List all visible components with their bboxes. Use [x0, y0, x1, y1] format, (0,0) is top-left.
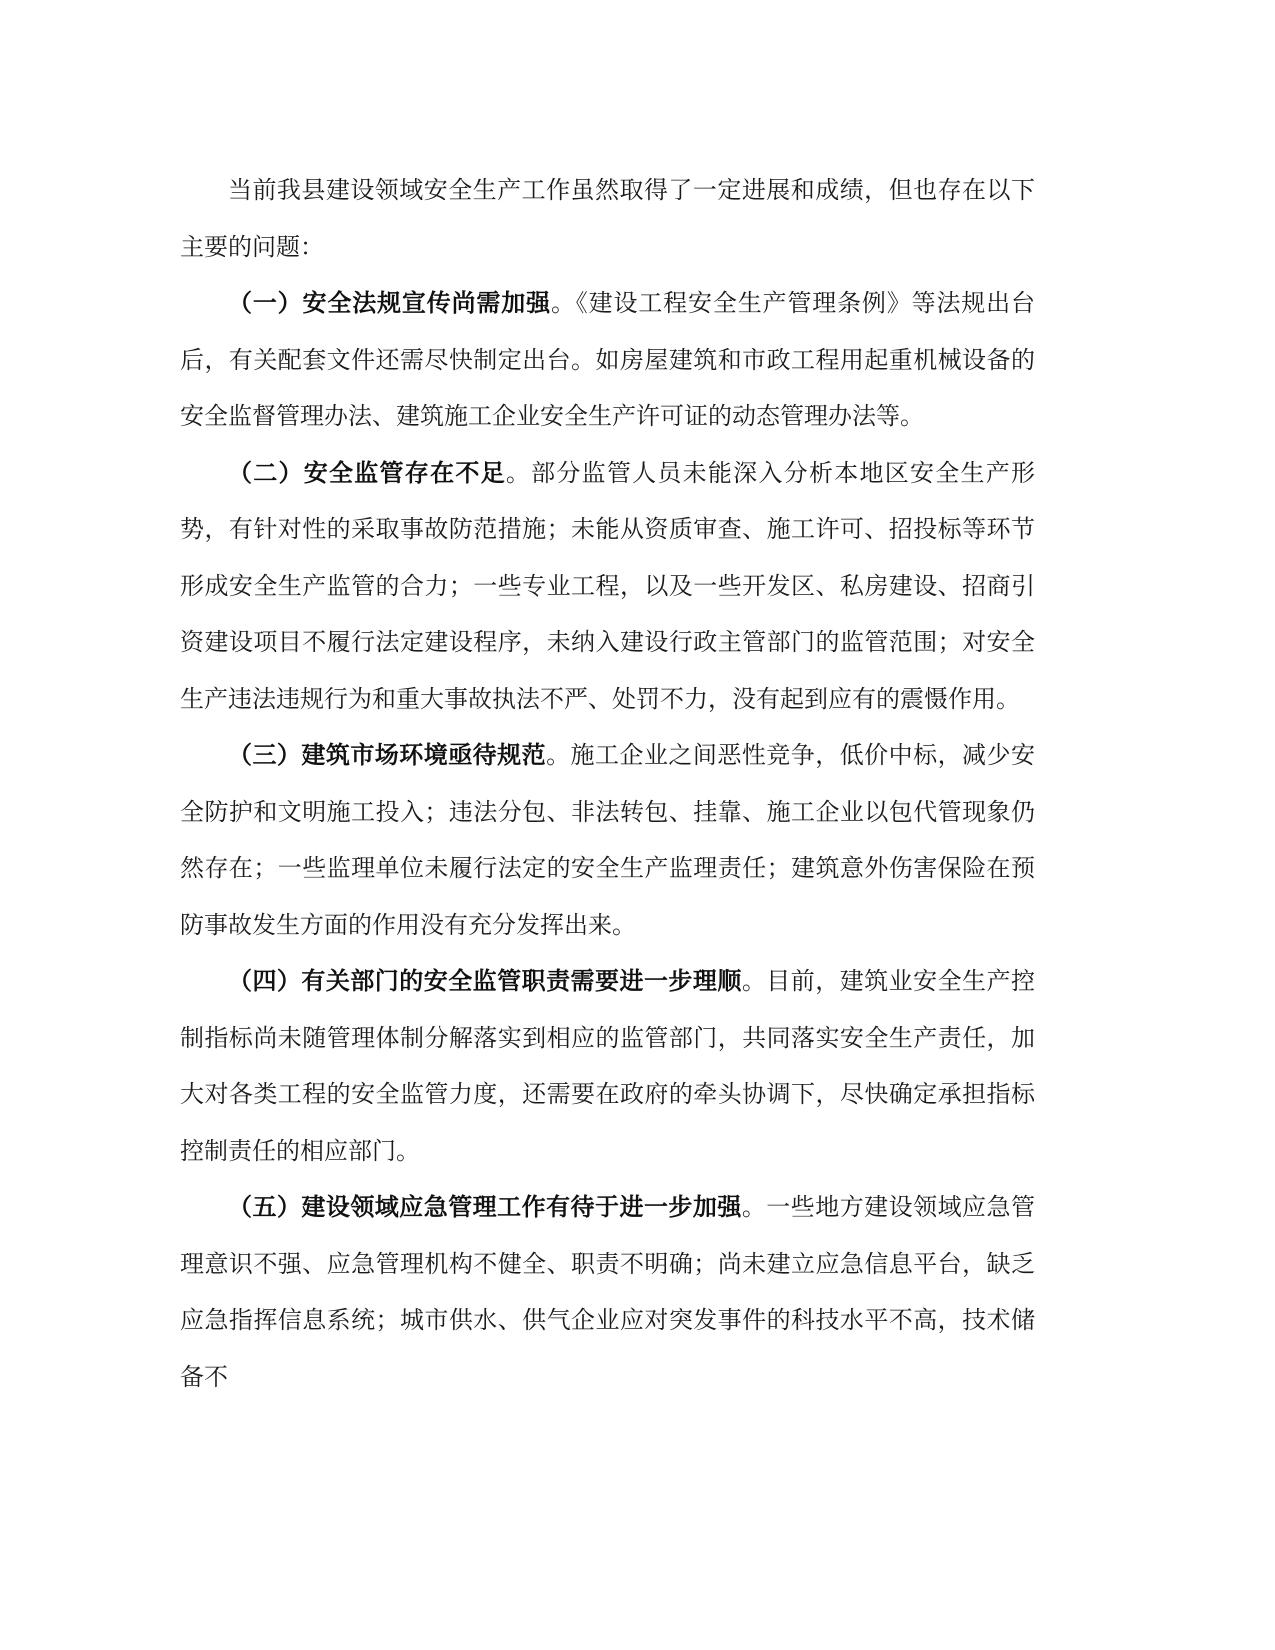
section-heading: （五）建设领域应急管理工作有待于进一步加强 — [228, 1193, 742, 1221]
paragraph-text: 。部分监管人员未能深入分析本地区安全生产形势，有针对性的采取事故防范措施；未能从资质审查、施工许可、招投标等环节形成安全生产监管的合力；一些专业工程，以及一些开发区、私房建设、招商引资建设项目不履行法定建设程序，未纳入建设行政主管部门的监管范围；对安全生产违法违规行为和重大事故执法不严、处罚不力，没有起到应有的震慑作用。 — [180, 458, 1036, 713]
paragraph-text: 。施工企业之间恶性竞争，低价中标，减少安全防护和文明施工投入；违法分包、非法转包、挂靠、施工企业以包代管现象仍然存在；一些监理单位未履行法定的安全生产监理责任；建筑意外伤害保险在预防事故发生方面的作用没有充分发挥出来。 — [180, 741, 1035, 939]
section-3-paragraph — [180, 727, 1035, 953]
document-body — [180, 162, 1035, 1405]
intro-paragraph — [180, 162, 1035, 275]
section-heading: （四）有关部门的安全监管职责需要进一步理顺 — [228, 967, 742, 995]
section-2-paragraph — [180, 445, 1035, 728]
paragraph-text: 当前我县建设领域安全生产工作虽然取得了一定进展和成绩，但也存在以下主要的问题： — [180, 176, 1035, 261]
paragraph-text: 。《建设工程安全生产管理条例》等法规出台后，有关配套文件还需尽快制定出台。如房屋建筑和市政工程用起重机械设备的安全监督管理办法、建筑施工企业安全生产许可证的动态管理办法等。 — [180, 289, 1035, 430]
section-heading: （三）建筑市场环境亟待规范 — [228, 741, 547, 769]
section-4-paragraph — [180, 953, 1035, 1179]
section-1-paragraph — [180, 275, 1035, 445]
paragraph-text: 。目前，建筑业安全生产控制指标尚未随管理体制分解落实到相应的监管部门，共同落实安全生产责任，加大对各类工程的安全监管力度，还需要在政府的牵头协调下，尽快确定承担指标控制责任的相应部门。 — [180, 967, 1035, 1165]
section-heading: （一）安全法规宣传尚需加强 — [228, 289, 551, 317]
section-heading: （二）安全监管存在不足 — [228, 458, 506, 487]
section-5-paragraph — [180, 1179, 1035, 1405]
paragraph-text: 。一些地方建设领域应急管理意识不强、应急管理机构不健全、职责不明确；尚未建立应急信息平台，缺乏应急指挥信息系统；城市供水、供气企业应对突发事件的科技水平不高，技术储备不 — [180, 1193, 1035, 1391]
